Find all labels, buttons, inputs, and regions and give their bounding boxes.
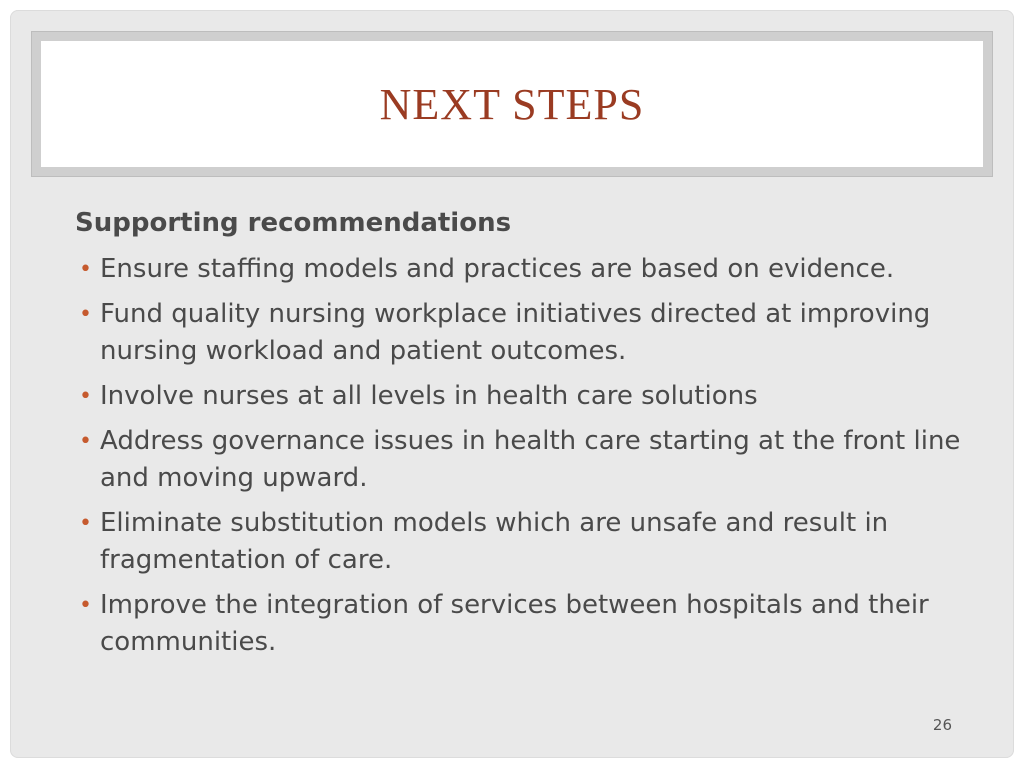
bullet-item bbox=[75, 587, 975, 661]
bullet-icon: • bbox=[79, 429, 92, 454]
title-box bbox=[41, 41, 983, 167]
slide-content bbox=[75, 205, 975, 669]
title-frame bbox=[31, 31, 993, 177]
bullet-item bbox=[75, 423, 975, 497]
bullet-text: Eliminate substitution models which are unsafe and result in fragmentation of care. bbox=[100, 508, 889, 575]
bullet-item bbox=[75, 505, 975, 579]
bullet-icon: • bbox=[79, 257, 92, 282]
bullet-icon: • bbox=[79, 384, 92, 409]
page-number: 26 bbox=[932, 716, 952, 734]
bullet-text: Fund quality nursing workplace initiatives directed at improving nursing workload and patient outcomes. bbox=[100, 299, 931, 366]
bullet-text: Improve the integration of services between hospitals and their communities. bbox=[100, 590, 929, 657]
slide bbox=[10, 10, 1014, 758]
subheading: Supporting recommendations bbox=[75, 208, 512, 238]
bullet-item bbox=[75, 251, 975, 288]
bullet-text: Involve nurses at all levels in health care solutions bbox=[100, 381, 758, 411]
bullet-text: Ensure staffing models and practices are based on evidence. bbox=[100, 254, 895, 284]
bullet-list bbox=[75, 251, 975, 661]
bullet-icon: • bbox=[79, 302, 92, 327]
bullet-item bbox=[75, 296, 975, 370]
bullet-text: Address governance issues in health care starting at the front line and moving upward. bbox=[100, 426, 961, 493]
bullet-icon: • bbox=[79, 511, 92, 536]
slide-title: NEXT STEPS bbox=[379, 79, 645, 129]
bullet-item bbox=[75, 378, 975, 415]
bullet-icon: • bbox=[79, 593, 92, 618]
